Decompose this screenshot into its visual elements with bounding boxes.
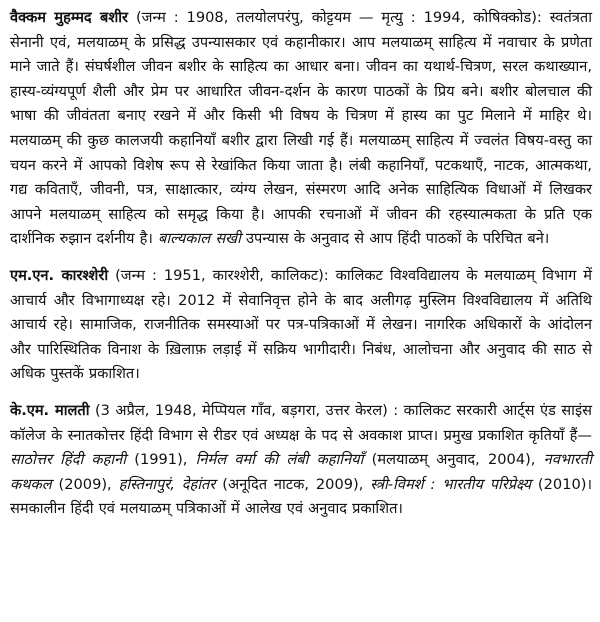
- author-entry-basheer: [10, 6, 592, 252]
- entry-text: (जन्म : 1951, कारश्शेरी, कालिकट): कालिकट विश्वविद्यालय के मलयाळम् विभाग में आचार्य और विभागाध्यक्ष रहे। 2012 में सेवानिवृत्त होने के बाद अलीगढ़ मुस्लिम विश्वविद्यालय में अतिथि आचार्य रहे। सामाजिक, राजनीतिक समस्याओं पर पत्र-पत्रिकाओं में लेखन। नागरिक अधिकारों के आंदोलन और पारिस्थितिक विनाश के ख़िलाफ़ लड़ाई में सक्रिय भागीदारी। निबंध, आलोचना और अनुवाद की साठ से अधिक पुस्तकें प्रकाशित।: [10, 266, 592, 383]
- entry-text: (जन्म : 1908, तलयोलपरंपु, कोट्टयम — मृत्यु : 1994, कोषिक्कोड): स्वतंत्रता सेनानी एवं, मलयाळम् के प्रसिद्ध उपन्यासकार एवं कहानीकार। आप मलयाळम् साहित्य में नवाचार के प्रणेता माने जाते हैं। संघर्षशील जीवन बशीर के साहित्य का आधार बना। जीवन का यथार्थ-चित्रण, सरल कथाख्यान, हास्य-व्यंग्यपूर्ण शैली और प्रेम पर आधारित जीवन-दर्शन के कारण पाठकों के प्रिय बने। बशीर बोलचाल की भाषा की जीवंतता बनाए रखने में और किसी भी विषय के चित्रण में हास्य का पुट मिलाने में माहिर थे। मलयाळम् की कुछ कालजयी कहानियाँ बशीर द्वारा लिखी गई हैं। मलयाळम् साहित्य में ज्वलंत विषय-वस्तु का चयन करने में आपको विशेष रूप से रेखांकित किया जाता है। लंबी कहानियाँ, पटकथाएँ, नाटक, आत्मकथा, गद्य कविताएँ, जीवनी, पत्र, साक्षात्कार, व्यंग्य लेखन, संस्मरण आदि अनेक साहित्यिक विधाओं में लिखकर आपने मलयाळम् साहित्य को समृद्ध किया है। आपकी रचनाओं में जीवन की रहस्यात्मकता के प्रति एक दार्शनिक रुझान दर्शनीय है।: [10, 9, 592, 248]
- author-name: एम.एन. कारश्शेरी: [10, 266, 109, 284]
- entry-text: (1991),: [126, 451, 196, 469]
- author-entry-karassery: [10, 264, 592, 387]
- entry-text: (2010)। समकालीन हिंदी एवं मलयाळम् पत्रिकाओं में आलेख एवं अनुवाद प्रकाशित।: [10, 475, 592, 518]
- book-title: निर्मल वर्मा की लंबी कहानियाँ: [195, 451, 364, 469]
- book-title: साठोत्तर हिंदी कहानी: [10, 451, 127, 469]
- book-title: बाल्यकाल सखी: [158, 230, 241, 248]
- book-title: हस्तिनापुरं, देहांतर: [118, 475, 216, 493]
- entry-paragraph: [10, 6, 592, 252]
- entry-paragraph: [10, 399, 592, 522]
- entry-text: (मलयाळम् अनुवाद, 2004),: [363, 451, 544, 469]
- entry-text: (अनूदित नाटक, 2009),: [215, 475, 371, 493]
- author-name: के.एम. मालती: [10, 401, 90, 419]
- entry-text: (2009),: [51, 475, 119, 493]
- author-entry-malathi: [10, 399, 592, 522]
- entry-paragraph: [10, 264, 592, 387]
- book-title: नवभारती कथकल: [10, 451, 592, 493]
- author-name: वैक्कम मुहम्मद बशीर: [10, 9, 129, 26]
- book-title: स्त्री-विमर्श : भारतीय परिप्रेक्ष्य: [370, 475, 532, 493]
- entry-text: (3 अप्रैल, 1948, मेप्पियल गाँव, बड़गरा, उत्तर केरल) : कालिकट सरकारी आर्ट्स एंड साइंस कॉलेज के स्नातकोत्तर हिंदी विभाग से रीडर एवं अध्यक्ष के पद से अवकाश प्राप्त। प्रमुख प्रकाशित कृतियाँ हैं—: [10, 401, 592, 444]
- entry-text: उपन्यास के अनुवाद से आप हिंदी पाठकों के परिचित बने।: [240, 230, 550, 248]
